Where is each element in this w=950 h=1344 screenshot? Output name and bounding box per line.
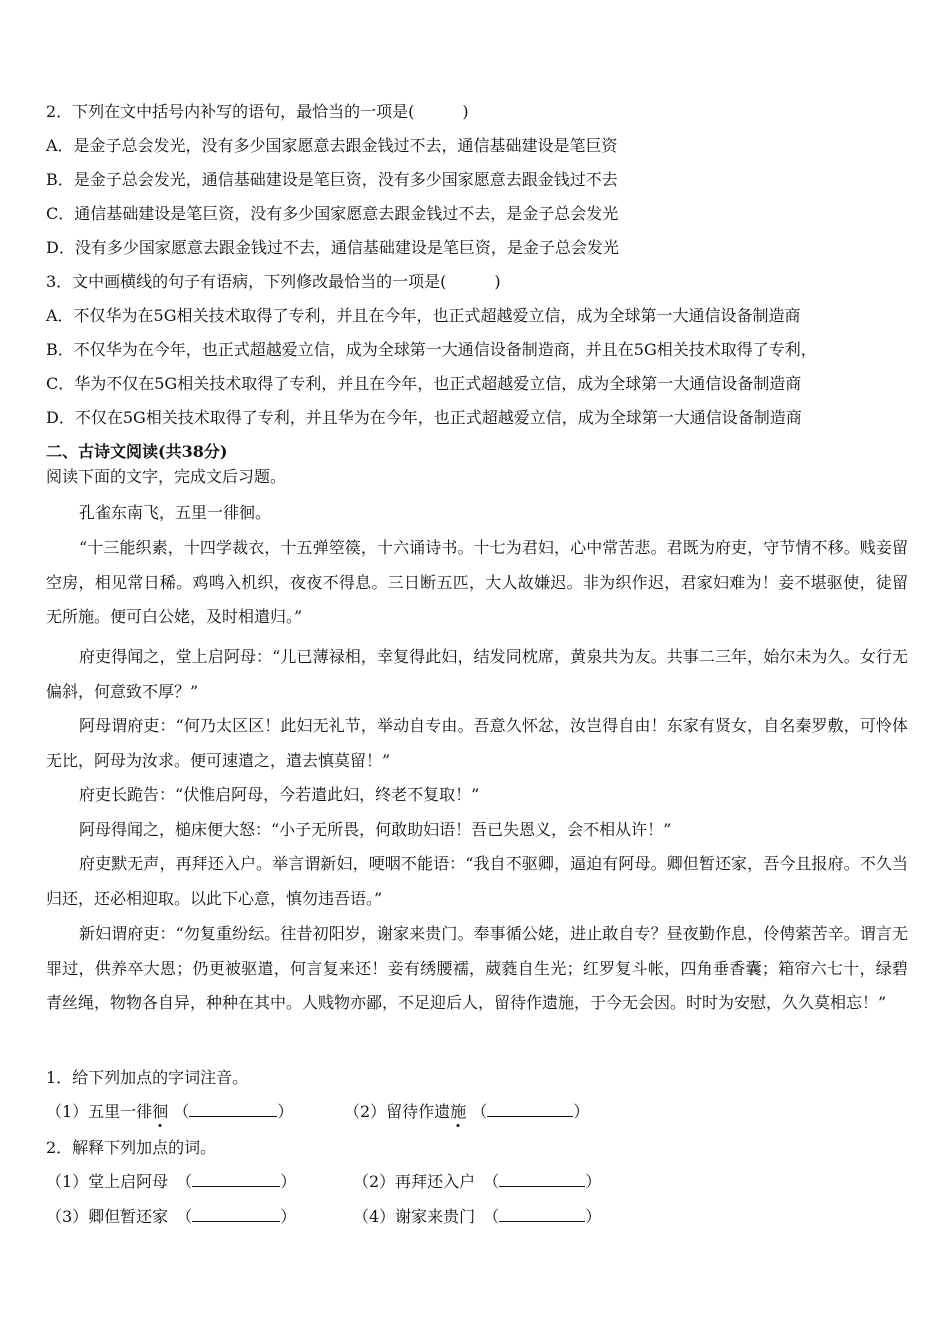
dotted-char: 徊 <box>152 1102 169 1121</box>
q2-option-a: A．是金子总会发光，没有多少国家愿意去跟金钱过不去，通信基础建设是笔巨资 <box>46 136 618 155</box>
exercise-2-item-2 <box>353 1172 601 1192</box>
item-text: （3）卿但暂还家 （ <box>46 1207 193 1226</box>
item-text: （1）堂上启阿母 （ <box>46 1172 193 1191</box>
poem-title-line: 孔雀东南飞，五里一徘徊。 <box>79 503 272 522</box>
open-paren: （ <box>471 1102 488 1121</box>
close-paren: ） <box>280 1172 297 1191</box>
poem-paragraph-1: “十三能织素，十四学裁衣，十五弹箜篌，十六诵诗书。十七为君妇，心中常苦悲。君既为府吏，守节情不移。贱妾留空房，相见常日稀。鸡鸣入机织，夜夜不得息。三日断五匹，大人故嫌迟。非为织作迟，君家妇难为！妾不堪驱使，徒留无所施。便可白公姥，及时相遣归。” <box>46 538 908 626</box>
exercise-2-item-4 <box>353 1207 601 1227</box>
poem-paragraph-5: 阿母得闻之，槌床便大怒：“小子无所畏，何敢助妇语！吾已失恩义，会不相从许！” <box>79 820 672 839</box>
exercise-2-item-3 <box>46 1207 296 1227</box>
poem-paragraph-2: 府吏得闻之，堂上启阿母：“儿已薄禄相，幸复得此妇，结发同枕席，黄泉共为友。共事二三年，始尔未为久。女行无偏斜，何意致不厚？” <box>46 647 908 701</box>
answer-blank[interactable] <box>192 1207 280 1222</box>
item-text: （1）五里一徘 <box>46 1102 153 1121</box>
answer-blank[interactable] <box>499 1207 585 1222</box>
answer-blank[interactable] <box>189 1102 277 1117</box>
q3-option-b: B．不仅华为在今年，也正式超越爱立信，成为全球第一大通信设备制造商，并且在5G相关技术取得了专利， <box>46 340 817 359</box>
answer-blank[interactable] <box>499 1172 585 1187</box>
reading-instruction: 阅读下面的文字，完成文后习题。 <box>46 467 287 486</box>
answer-blank[interactable] <box>192 1172 280 1187</box>
poem-paragraph-4: 府吏长跪告：“伏惟启阿母，今若遣此妇，终老不复取！” <box>79 785 480 804</box>
q2-option-c: C．通信基础建设是笔巨资，没有多少国家愿意去跟金钱过不去，是金子总会发光 <box>46 204 619 223</box>
exercise-2-item-1 <box>46 1172 296 1192</box>
q3-option-c: C．华为不仅在5G相关技术取得了专利，并且在今年，也正式超越爱立信，成为全球第一大通信设备制造商 <box>46 374 802 393</box>
poem-paragraph-6: 府吏默无声，再拜还入户。举言谓新妇，哽咽不能语：“我自不驱卿，逼迫有阿母。卿但暂还家，吾今且报府。不久当归还，还必相迎取。以此下心意，慎勿违吾语。” <box>46 854 908 908</box>
section-heading: 二、古诗文阅读(共38分) <box>46 442 228 461</box>
exercise-1-item-1 <box>46 1102 293 1122</box>
open-paren: （ <box>173 1102 190 1121</box>
exercise-2-stem: 2．解释下列加点的词。 <box>46 1138 217 1157</box>
answer-blank[interactable] <box>487 1102 573 1117</box>
q3-stem: 3．文中画横线的句子有语病，下列修改最恰当的一项是( ) <box>46 272 501 291</box>
poem-paragraph-7: 新妇谓府吏：“勿复重纷纭。往昔初阳岁，谢家来贵门。奉事循公姥，进止敢自专？昼夜勤作息，伶俜萦苦辛。谓言无罪过，供养卒大恩；仍更被驱遣，何言复来还！妾有绣腰襦，葳蕤自生光；红罗复斗帐，四角垂香囊；箱帘六七十，绿碧青丝绳，物物各自异，种种在其中。人贱物亦鄙，不足迎后人，留待作遗施，于今无会因。时时为安慰，久久莫相忘！” <box>46 924 908 1012</box>
close-paren: ） <box>573 1102 590 1121</box>
exercise-1-stem: 1．给下列加点的字词注音。 <box>46 1068 249 1087</box>
item-text: （2）再拜还入户 （ <box>353 1172 500 1191</box>
item-text: （4）谢家来贵门 （ <box>353 1207 500 1226</box>
exercise-1-item-2 <box>344 1102 589 1122</box>
item-text: （2）留待作遗 <box>344 1102 451 1121</box>
close-paren: ） <box>585 1172 602 1191</box>
q2-stem: 2．下列在文中括号内补写的语句，最恰当的一项是( ) <box>46 102 469 121</box>
close-paren: ） <box>277 1102 294 1121</box>
q2-option-d: D．没有多少国家愿意去跟金钱过不去，通信基础建设是笔巨资，是金子总会发光 <box>46 238 619 257</box>
q3-option-d: D．不仅在5G相关技术取得了专利，并且华为在今年，也正式超越爱立信，成为全球第一大通信设备制造商 <box>46 408 802 427</box>
q2-option-b: B．是金子总会发光，通信基础建设是笔巨资，没有多少国家愿意去跟金钱过不去 <box>46 170 618 189</box>
close-paren: ） <box>585 1207 602 1226</box>
poem-paragraph-3: 阿母谓府吏：“何乃太区区！此妇无礼节，举动自专由。吾意久怀忿，汝岂得自由！东家有贤女，自名秦罗敷，可怜体无比，阿母为汝求。便可速遣之，遣去慎莫留！” <box>46 716 908 770</box>
q3-option-a: A．不仅华为在5G相关技术取得了专利，并且在今年，也正式超越爱立信，成为全球第一大通信设备制造商 <box>46 306 801 325</box>
dotted-char: 施 <box>450 1102 467 1121</box>
close-paren: ） <box>280 1207 297 1226</box>
